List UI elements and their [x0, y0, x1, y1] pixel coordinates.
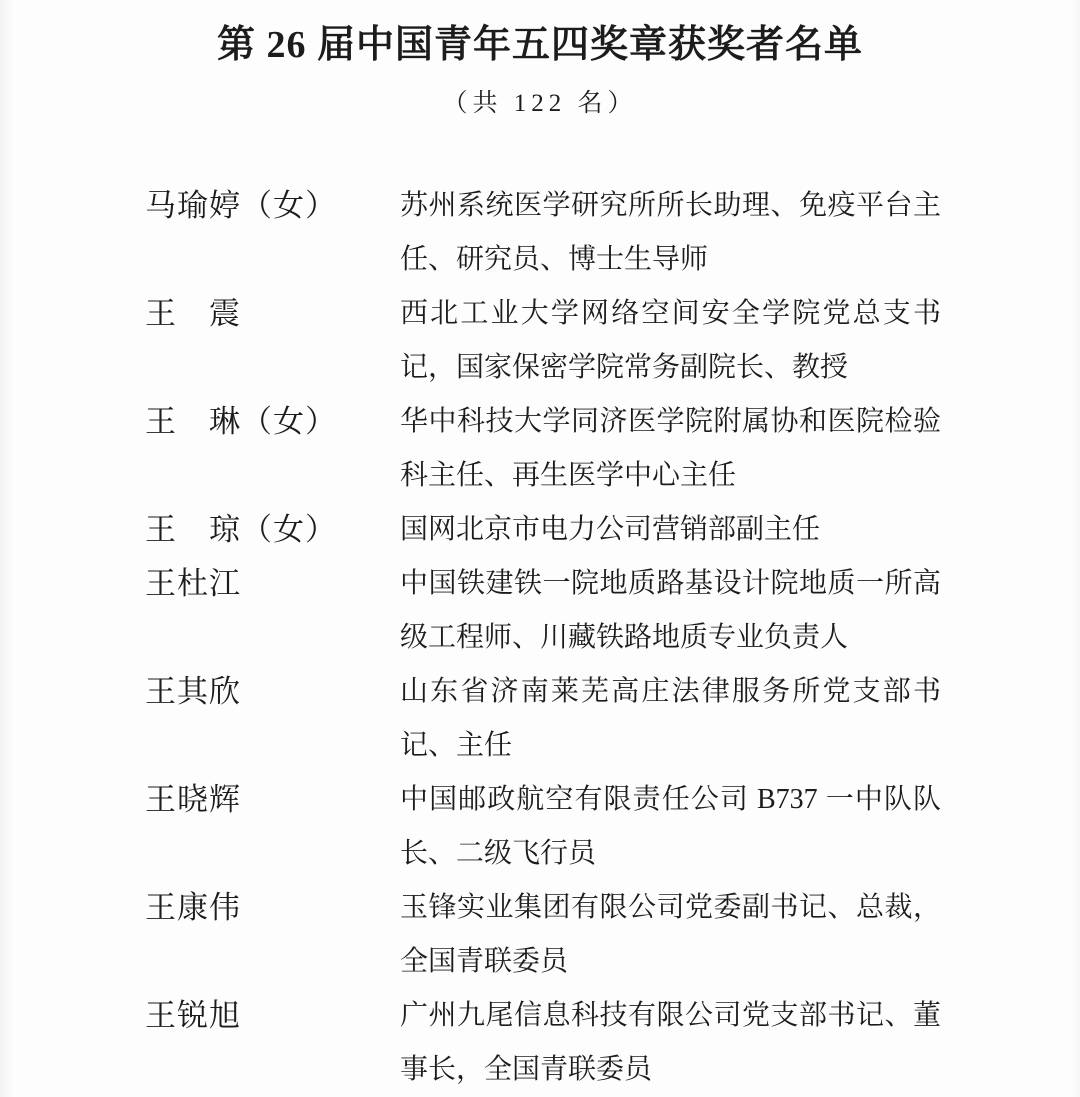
award-entry — [0, 557, 1080, 665]
awardee-position: 苏州系统医学研究所所长助理、免疫平台主任、研究员、博士生导师 — [400, 190, 941, 275]
awardee-name: 王 震 — [145, 296, 241, 331]
awardee-name: 王康伟 — [145, 890, 241, 925]
awardee-position: 山东省济南莱芜高庄法律服务所党支部书记、主任 — [400, 676, 941, 761]
award-entry — [0, 395, 1080, 503]
award-entry — [0, 665, 1080, 773]
awardee-name: 王杜江 — [145, 566, 241, 601]
awardee-name: 王晓辉 — [145, 782, 241, 817]
award-entry — [0, 881, 1080, 989]
awardee-position: 华中科技大学同济医学院附属协和医院检验科主任、再生医学中心主任 — [400, 406, 941, 491]
awardee-position: 中国铁建铁一院地质路基设计院地质一所高级工程师、川藏铁路地质专业负责人 — [400, 568, 941, 653]
award-entry — [0, 503, 1080, 557]
award-entry — [0, 989, 1080, 1097]
award-entry — [0, 287, 1080, 395]
awardee-position: 西北工业大学网络空间安全学院党总支书记，国家保密学院常务副院长、教授 — [400, 298, 941, 383]
awardee-position: 广州九尾信息科技有限公司党支部书记、董事长，全国青联委员 — [400, 1000, 941, 1085]
awardee-name: 马瑜婷（女） — [145, 188, 337, 223]
awardee-name: 王 琳（女） — [145, 404, 337, 439]
award-entry — [0, 179, 1080, 287]
award-entry — [0, 773, 1080, 881]
award-list — [0, 179, 1080, 1097]
awardee-name: 王其欣 — [145, 674, 241, 709]
awardee-position: 国网北京市电力公司营销部副主任 — [400, 514, 821, 545]
awardee-position: 玉锋实业集团有限公司党委副书记、总裁，全国青联委员 — [400, 892, 941, 977]
awardee-name: 王锐旭 — [145, 998, 241, 1033]
awardee-name: 王 琼（女） — [145, 512, 337, 547]
awardee-position: 中国邮政航空有限责任公司 B737 一中队队长、二级飞行员 — [400, 784, 941, 869]
document-title: 第 26 届中国青年五四奖章获奖者名单 — [216, 24, 863, 66]
document-subtitle: （共 122 名） — [442, 90, 638, 117]
